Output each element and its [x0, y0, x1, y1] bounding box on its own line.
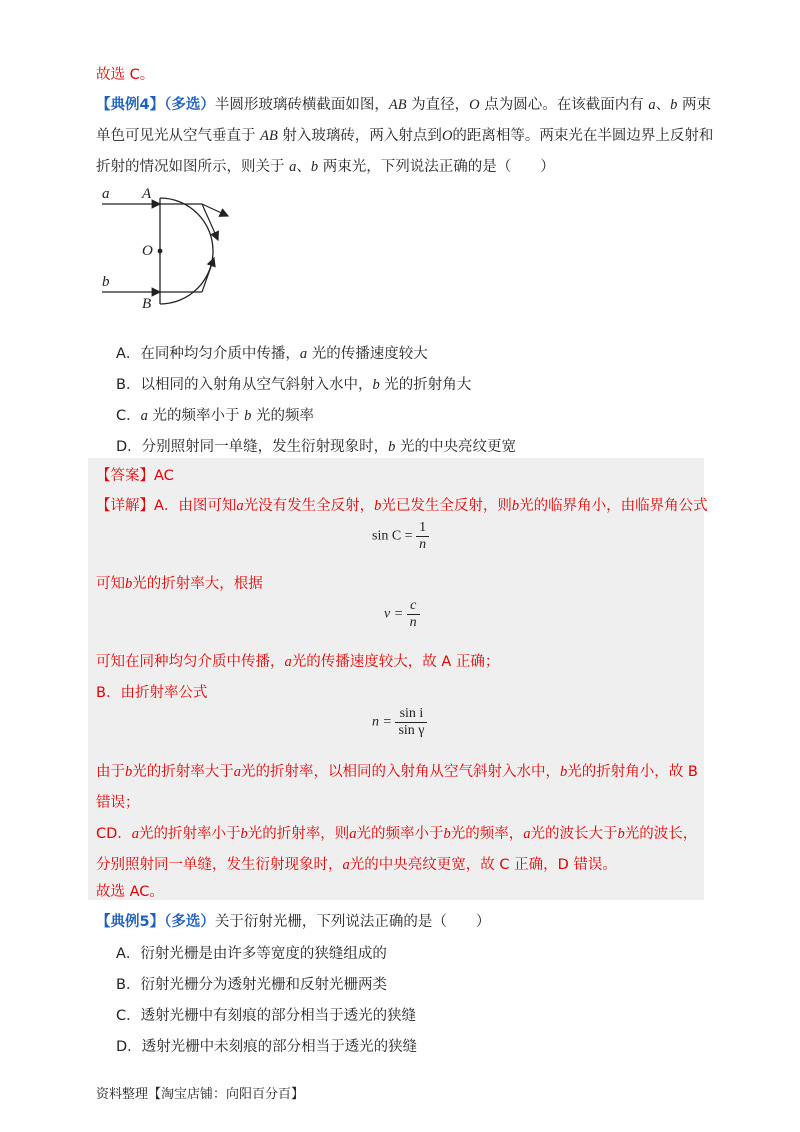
ex4-option-a[interactable]: [116, 342, 428, 363]
option-var: a: [140, 408, 148, 424]
stem-text: 两束: [677, 97, 711, 113]
stem-text: 、: [655, 97, 671, 113]
detail-text: 光没有发生全反射，: [243, 498, 375, 514]
stem-text: 半圆形玻璃砖横截面如图，: [214, 97, 389, 113]
var-b: b: [670, 97, 678, 113]
var-O: O: [441, 128, 453, 144]
var-b: b: [617, 826, 625, 842]
semicircle-glass-figure: [96, 182, 246, 312]
ex5-option-b[interactable]: [116, 973, 387, 994]
option-letter: D．: [116, 1039, 142, 1055]
detail-text: 分别照射同一单缝，发生衍射现象时，: [96, 857, 343, 873]
option-text: 以相同的入射角从空气斜射入水中，: [140, 377, 373, 393]
option-text: 光的频率: [251, 408, 314, 424]
var-AB: AB: [388, 97, 407, 113]
detail-text: 可知: [96, 576, 125, 592]
example5-multi: （多选）: [164, 914, 215, 930]
answer-line: [96, 464, 174, 485]
ex4-option-b[interactable]: [116, 373, 471, 394]
answer-label: 【答案】: [96, 468, 154, 484]
option-text: 衍射光栅是由许多等宽度的狭缝组成的: [140, 946, 387, 962]
detail-line1: [96, 494, 708, 515]
formula-lhs: sin C =: [372, 528, 417, 544]
detail-line5: [96, 760, 698, 781]
detail-text: 光的折射率大，根据: [132, 576, 263, 592]
example5-tag: 【典例5】: [96, 914, 165, 930]
formula-speed: [384, 598, 420, 631]
option-text: 光的折射角大: [379, 377, 472, 393]
example4-multi: （多选）: [164, 97, 215, 113]
var-a: a: [233, 764, 241, 780]
option-var: a: [299, 346, 308, 362]
stem-text: 为直径，: [406, 97, 470, 113]
var-b: b: [310, 159, 319, 175]
option-letter: A．: [116, 946, 141, 962]
stem-text: 两束光，下列说法正确的是（ ）: [318, 159, 555, 175]
option-letter: C．: [116, 408, 141, 424]
stem-text: 射入玻璃砖，两入射点到: [277, 128, 442, 144]
var-AB: AB: [260, 128, 278, 144]
detail-text: 光的折射率，以相同的入射角从空气斜射入水中，: [241, 764, 560, 780]
detail-line4: B．由折射率公式: [96, 685, 208, 701]
label-A: A: [142, 186, 152, 202]
detail-text: 光的频率小于: [356, 826, 444, 842]
detail-line3: [96, 650, 499, 671]
option-text: 衍射光栅分为透射光栅和反射光栅两类: [140, 977, 387, 993]
center-point-O: [158, 249, 163, 254]
formula-lhs: n =: [372, 714, 396, 730]
option-text: 光的频率小于: [147, 408, 245, 424]
option-var: b: [372, 377, 380, 393]
var-a: a: [131, 826, 140, 842]
detail-text: 光的折射率小于: [139, 826, 241, 842]
option-text: 光的中央亮纹更宽: [395, 439, 517, 455]
detail-text: 光已发生全反射，则: [381, 498, 512, 514]
detail-line8: [96, 853, 617, 874]
formula-denominator: sin γ: [398, 723, 425, 738]
var-b: b: [125, 576, 133, 592]
formula-denominator: n: [409, 615, 417, 630]
example4-tag: 【典例4】: [96, 97, 165, 113]
formula-numerator: 1: [416, 520, 429, 537]
detail-line7: [96, 822, 697, 843]
var-a: a: [284, 654, 292, 670]
example4-stem-line2: [96, 124, 713, 145]
option-text: 透射光栅中未刻痕的部分相当于透光的狭缝: [141, 1039, 418, 1055]
detail-line2: [96, 572, 263, 593]
option-letter: A．: [116, 346, 141, 362]
option-text: 分别照射同一单缝，发生衍射现象时，: [141, 439, 389, 455]
label-a: a: [102, 186, 110, 202]
var-a: a: [349, 826, 357, 842]
ex5-option-c[interactable]: [116, 1004, 416, 1025]
footer-text: 资料整理【淘宝店铺：向阳百分百】: [96, 1087, 305, 1102]
option-letter: B．: [116, 377, 141, 393]
var-b: b: [511, 498, 520, 514]
detail-text: 光的折射率，则: [247, 826, 350, 842]
var-b: b: [560, 764, 568, 780]
var-b: b: [443, 826, 451, 842]
detail-text: CD．: [96, 826, 132, 842]
detail-line6: 错误；: [96, 795, 140, 811]
example4-stem-line1: [96, 93, 711, 114]
formula-denominator: n: [419, 537, 427, 552]
stem-text: 的距离相等。两束光在半圆边界上反射和: [452, 128, 714, 144]
var-a: a: [523, 826, 531, 842]
label-O: O: [142, 243, 153, 259]
detail-text: 光的传播速度较大，故 A 正确；: [291, 654, 500, 670]
detail-text: 光的临界角小，由临界角公式: [519, 498, 708, 514]
ex4-option-d[interactable]: [116, 435, 516, 456]
formula-numerator: c: [407, 598, 420, 615]
var-a: a: [648, 97, 656, 113]
stem-text: 单色可见光从空气垂直于: [96, 128, 261, 144]
previous-conclusion: 故选 C。: [96, 67, 155, 83]
detail-conclusion: 故选 AC。: [96, 884, 164, 900]
option-text: 光的传播速度较大: [307, 346, 428, 362]
ex5-option-a[interactable]: [116, 942, 387, 963]
option-var: b: [388, 439, 396, 455]
example5-stem: [96, 910, 490, 931]
option-text: 在同种均匀介质中传播，: [140, 346, 300, 362]
var-a: a: [236, 498, 244, 514]
var-b: b: [125, 764, 133, 780]
stem-text: 折射的情况如图所示，则关于: [96, 159, 290, 175]
option-var: b: [244, 408, 252, 424]
detail-text: 可知在同种均匀介质中传播，: [96, 654, 285, 670]
var-O: O: [469, 97, 480, 113]
label-b: b: [102, 274, 110, 290]
stem-text: 点为圆心。在该截面内有: [479, 97, 649, 113]
option-letter: D．: [116, 439, 142, 455]
stem-text: 关于衍射光栅，下列说法正确的是（ ）: [214, 914, 491, 930]
formula-critical-angle: [372, 520, 429, 553]
detail-text: 光的波长，: [624, 826, 698, 842]
formula-lhs: v =: [384, 606, 407, 622]
var-b: b: [240, 826, 248, 842]
ex4-option-c[interactable]: [116, 404, 314, 425]
var-a: a: [342, 857, 350, 873]
option-text: 透射光栅中有刻痕的部分相当于透光的狭缝: [140, 1008, 417, 1024]
option-letter: B．: [116, 977, 141, 993]
detail-text: 光的频率，: [450, 826, 524, 842]
label-B: B: [142, 296, 152, 312]
formula-numerator: sin i: [395, 706, 427, 723]
detail-text: A．由图可知: [154, 498, 237, 514]
option-letter: C．: [116, 1008, 141, 1024]
formula-refractive-index: [372, 706, 427, 739]
example4-stem-line3: [96, 155, 555, 176]
ray-b-reflected: [202, 258, 214, 292]
var-a: a: [289, 159, 297, 175]
detail-label: 【详解】: [96, 498, 154, 514]
detail-text: 光的中央亮纹更宽，故 C 正确，D 错误。: [349, 857, 617, 873]
answer-value: AC: [154, 468, 174, 484]
detail-text: 光的折射角小，故 B: [567, 764, 698, 780]
detail-text: 光的折射率大于: [132, 764, 234, 780]
semicircle-arc: [160, 198, 213, 304]
stem-text: 、: [296, 159, 311, 175]
ex5-option-d[interactable]: [116, 1035, 417, 1056]
var-b: b: [374, 498, 382, 514]
detail-text: 由于: [96, 764, 125, 780]
detail-text: 光的波长大于: [530, 826, 618, 842]
